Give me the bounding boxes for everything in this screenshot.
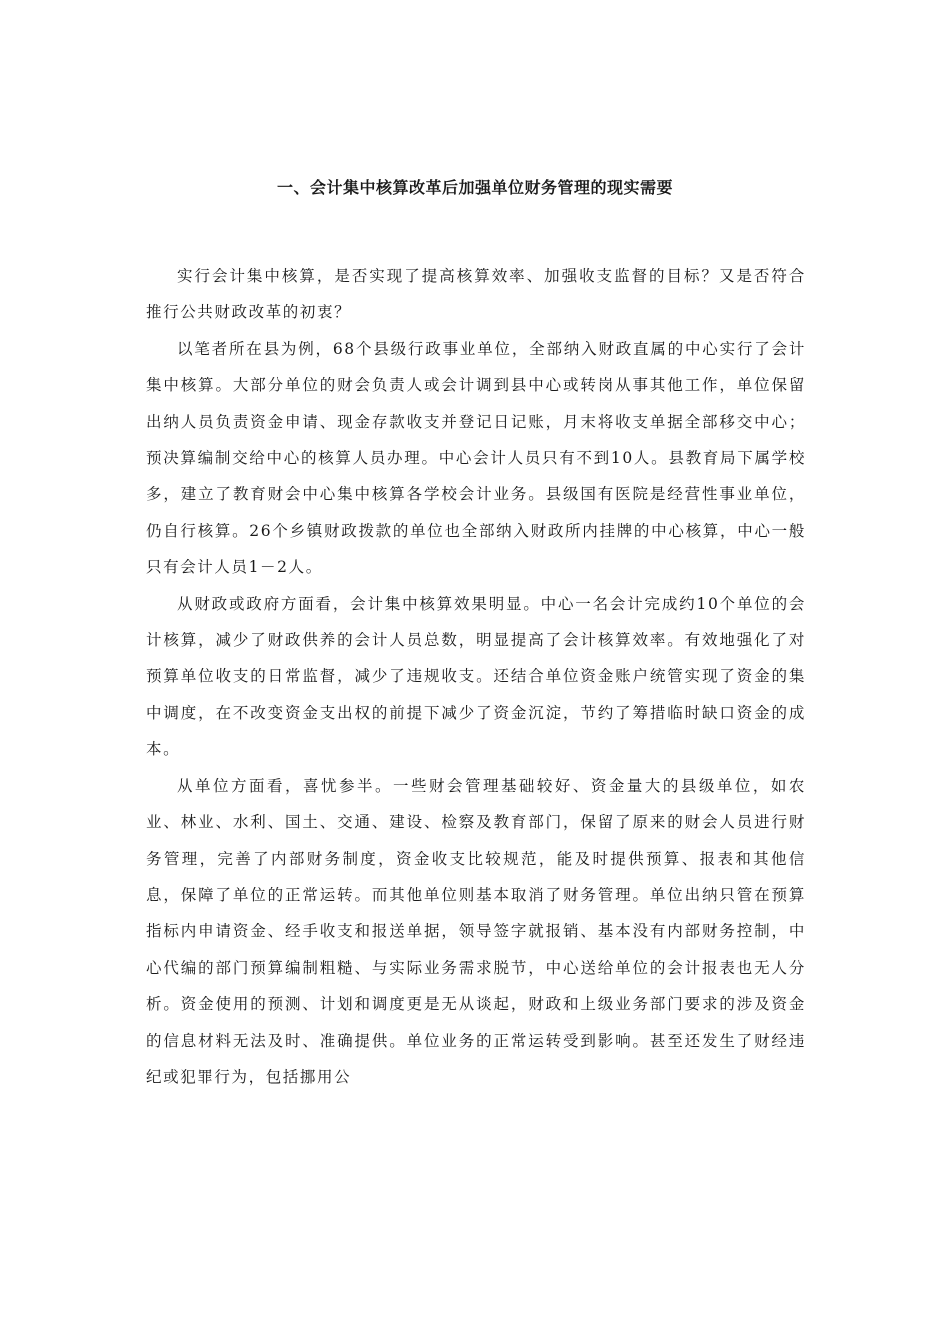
paragraph-1: 实行会计集中核算，是否实现了提高核算效率、加强收支监督的目标？又是否符合推行公共财政改革的初衷？	[146, 267, 806, 322]
section-heading: 一、会计集中核算改革后加强单位财务管理的现实需要	[276, 178, 673, 197]
paragraph-3: 从财政或政府方面看，会计集中核算效果明显。中心一名会计完成约10个单位的会计核算，减少了财政供养的会计人员总数，明显提高了会计核算效率。有效地强化了对预算单位收支的日常监督，减少了违规收支。还结合单位资金账户统管实现了资金的集中调度，在不改变资金支出权的前提下减少了资金沉淀，节约了筹措临时缺口资金的成本。	[146, 594, 806, 759]
body-text	[146, 258, 806, 1095]
paragraph-2: 以笔者所在县为例，68个县级行政事业单位，全部纳入财政直属的中心实行了会计集中核算。大部分单位的财会负责人或会计调到县中心或转岗从事其他工作，单位保留出纳人员负责资金申请、现金存款收支并登记日记账，月末将收支单据全部移交中心；预决算编制交给中心的核算人员办理。中心会计人员只有不到10人。县教育局下属学校多，建立了教育财会中心集中核算各学校会计业务。县级国有医院是经营性事业单位，仍自行核算。26个乡镇财政拨款的单位也全部纳入财政所内挂牌的中心核算，中心一般只有会计人员1－2人。	[146, 339, 806, 577]
paragraph-4: 从单位方面看，喜忧参半。一些财会管理基础较好、资金量大的县级单位，如农业、林业、水利、国土、交通、建设、检察及教育部门，保留了原来的财会人员进行财务管理，完善了内部财务制度，资金收支比较规范，能及时提供预算、报表和其他信息，保障了单位的正常运转。而其他单位则基本取消了财务管理。单位出纳只管在预算指标内申请资金、经手收支和报送单据，领导签字就报销、基本没有内部财务控制，中心代编的部门预算编制粗糙、与实际业务需求脱节，中心送给单位的会计报表也无人分析。资金使用的预测、计划和调度更是无从谈起，财政和上级业务部门要求的涉及资金的信息材料无法及时、准确提供。单位业务的正常运转受到影响。甚至还发生了财经违纪或犯罪行为，包括挪用公	[146, 776, 806, 1086]
